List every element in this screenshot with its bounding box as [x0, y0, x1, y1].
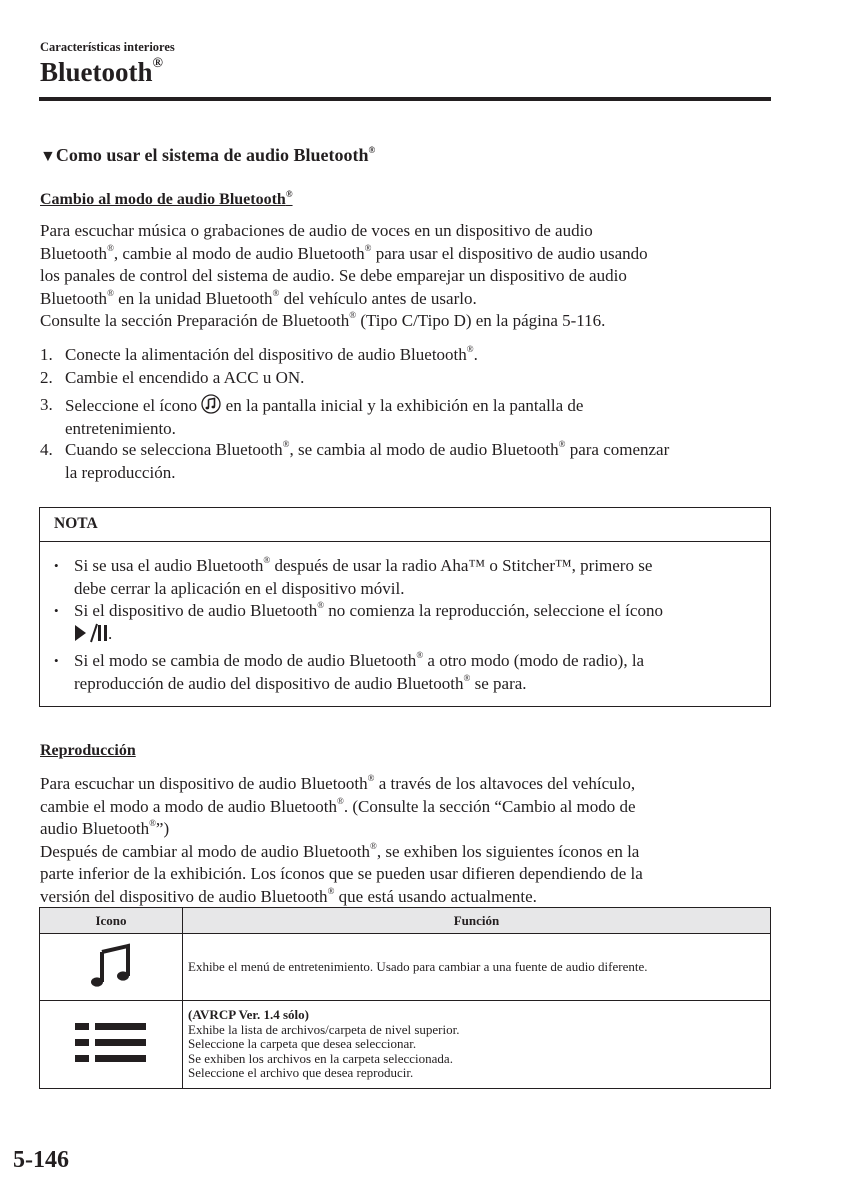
text-run: Después de cambiar al modo de audio Bluetooth — [40, 841, 370, 861]
reg-mark: ® — [364, 242, 372, 253]
text-run: parte inferior de la exhibición. Los íconos que se pueden usar difieren dependiendo de la — [40, 864, 643, 883]
section-label: Características interiores — [40, 40, 175, 54]
step-text: la reproducción. — [65, 462, 176, 482]
reg-mark: ® — [327, 885, 335, 896]
subheading-cambio — [40, 190, 293, 210]
note-item — [54, 650, 764, 695]
column-header-funcion: Función — [183, 908, 771, 934]
step-text: , se cambia al modo de audio Bluetooth — [289, 440, 559, 459]
function-cell — [183, 934, 771, 1001]
reg-mark: ® — [263, 555, 271, 566]
table-header-row — [40, 908, 771, 934]
reg-mark: ® — [107, 287, 114, 298]
function-text: Se exhiben los archivos en la carpeta seleccionada. — [188, 1050, 453, 1066]
function-text: Seleccione el archivo que desea reproducir. — [188, 1065, 414, 1081]
triangle-marker-icon: ▼ — [40, 148, 56, 165]
note-item — [54, 600, 764, 645]
reg-mark: ® — [285, 188, 293, 199]
reg-mark: ® — [272, 287, 280, 298]
cambio-paragraph — [40, 220, 780, 333]
text-run: ”) — [155, 819, 170, 838]
step-3 — [40, 394, 780, 440]
note-text: no comienza la reproducción, seleccione el ícono — [324, 601, 663, 620]
step-number: 1. — [40, 345, 53, 364]
text-run: en la unidad Bluetooth — [113, 288, 273, 308]
note-item — [54, 555, 764, 600]
bullet: • — [54, 653, 59, 668]
reg-mark: ® — [370, 840, 377, 851]
page-title — [40, 56, 163, 88]
note-text: Si el modo se cambia de modo de audio Bluetooth — [74, 651, 417, 670]
icons-table — [39, 907, 771, 1089]
icon-cell — [40, 934, 183, 1001]
icon-cell — [40, 1001, 183, 1089]
text-run: que está usando actualmente. — [334, 886, 537, 906]
note-text: . — [108, 623, 113, 643]
text-run: . (Consulte la sección “Cambio al modo de — [343, 796, 636, 816]
step-4 — [40, 439, 780, 484]
note-text: debe cerrar la aplicación en el dispositivo móvil. — [74, 578, 405, 598]
function-text: Seleccione la carpeta que desea seleccionar. — [188, 1036, 417, 1052]
step-number: 3. — [40, 395, 53, 414]
table-row — [40, 934, 771, 1001]
table-row — [40, 1001, 771, 1089]
function-bold-text: (AVRCP Ver. 1.4 sólo) — [188, 1007, 309, 1023]
reg-mark: ® — [107, 242, 114, 253]
reg-mark: ® — [336, 795, 344, 806]
step-number: 2. — [40, 368, 53, 387]
step-text: en la pantalla inicial y la exhibición en la pantalla de — [225, 396, 584, 415]
reg-mark: ® — [416, 650, 424, 661]
note-title: NOTA — [54, 515, 98, 532]
function-text: Exhibe la lista de archivos/carpeta de nivel superior. — [188, 1021, 460, 1037]
subheading-cambio-text: Cambio al modo de audio Bluetooth — [40, 191, 286, 208]
function-cell — [183, 1001, 771, 1089]
note-text: después de usar la radio Aha™ o Stitcher™, primero se — [270, 556, 653, 575]
note-text: Si se usa el audio Bluetooth — [74, 556, 264, 575]
reg-mark: ® — [368, 145, 376, 155]
step-text: Conecte la alimentación del dispositivo de audio Bluetooth — [65, 345, 467, 364]
text-run: audio Bluetooth — [40, 819, 150, 838]
reg-mark: ® — [367, 773, 375, 784]
header-rule — [39, 97, 771, 101]
function-text: Exhibe el menú de entretenimiento. Usado para cambiar a una fuente de audio diferente. — [188, 958, 648, 974]
main-heading-text: Como usar el sistema de audio Bluetooth — [55, 145, 369, 165]
step-text: entretenimiento. — [65, 418, 176, 438]
reg-mark: ® — [149, 818, 156, 829]
step-1 — [40, 344, 780, 367]
bullet: • — [54, 558, 59, 573]
text-run: , se exhiben los siguientes íconos en la — [376, 841, 640, 861]
reg-mark: ® — [466, 344, 474, 355]
note-text: reproducción de audio del dispositivo de audio Bluetooth — [74, 673, 464, 693]
reg-mark: ® — [349, 310, 357, 321]
page-title-text: Bluetooth — [40, 57, 153, 87]
reg-mark: ® — [558, 439, 566, 450]
text-run: los panales de control del sistema de audio. Se debe emparejar un dispositivo de audio — [40, 266, 627, 285]
main-heading — [40, 144, 375, 168]
note-text: se para. — [470, 673, 527, 693]
page-number: 5-146 — [13, 1147, 69, 1173]
reg-mark: ® — [282, 439, 290, 450]
step-number: 4. — [40, 440, 53, 459]
text-run: , cambie al modo de audio Bluetooth — [113, 243, 365, 263]
reg-mark: ® — [152, 56, 163, 71]
reproduccion-paragraph — [40, 773, 780, 908]
music-note-icon — [88, 942, 134, 988]
text-run: para usar el dispositivo de audio usando — [371, 243, 648, 263]
note-text: Si el dispositivo de audio Bluetooth — [74, 601, 318, 620]
bullet: • — [54, 603, 59, 618]
text-run: a través de los altavoces del vehículo, — [374, 774, 636, 793]
music-note-icon — [201, 394, 221, 414]
text-run: (Tipo C/Tipo D) en la página 5-116. — [356, 311, 606, 330]
text-run: cambie el modo a modo de audio Bluetooth — [40, 796, 337, 816]
note-text: a otro modo (modo de radio), la — [423, 651, 645, 670]
step-2 — [40, 367, 780, 390]
text-run: Para escuchar un dispositivo de audio Bluetooth — [40, 774, 368, 793]
text-run: Bluetooth — [40, 288, 108, 308]
column-header-icono: Icono — [40, 908, 183, 934]
subheading-reproduccion: Reproducción — [40, 742, 136, 759]
play-pause-icon — [74, 623, 108, 643]
step-text: Cuando se selecciona Bluetooth — [65, 440, 283, 459]
text-run: Consulte la sección Preparación de Bluetooth — [40, 311, 350, 330]
text-run: del vehículo antes de usarlo. — [279, 288, 477, 308]
note-box — [39, 507, 771, 707]
reg-mark: ® — [317, 600, 325, 611]
step-text: Cambie el encendido a ACC u ON. — [65, 368, 305, 387]
text-run: Para escuchar música o grabaciones de audio de voces en un dispositivo de audio — [40, 221, 593, 240]
reg-mark: ® — [463, 672, 471, 683]
text-run: Bluetooth — [40, 243, 108, 263]
note-header — [40, 508, 770, 542]
step-text: para comenzar — [565, 440, 670, 459]
list-icon — [75, 1021, 147, 1065]
step-text: Seleccione el ícono — [65, 396, 198, 415]
step-text: . — [473, 345, 478, 364]
text-run: versión del dispositivo de audio Bluetooth — [40, 886, 328, 906]
